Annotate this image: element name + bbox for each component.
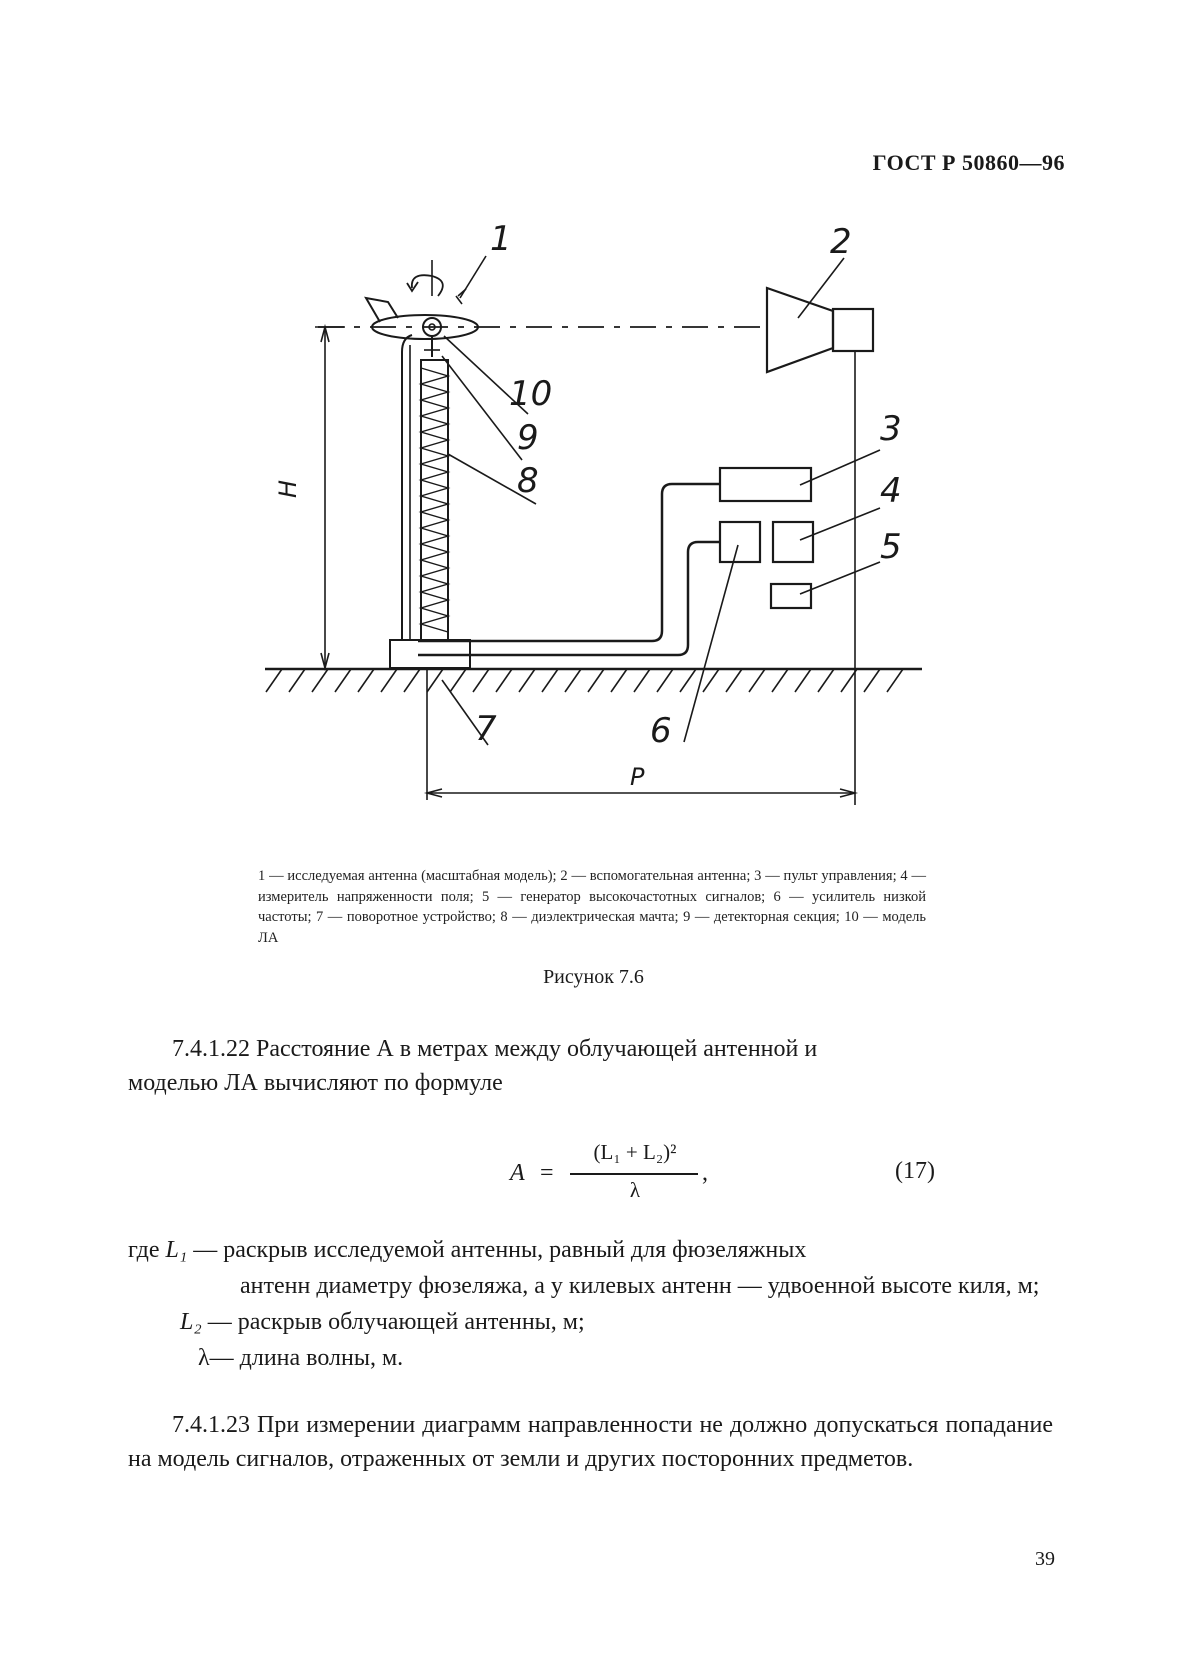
cable-to-amplifier (418, 542, 720, 655)
fig-label-7: 7 (475, 709, 497, 749)
section-7-4-1-23 (128, 1408, 1053, 1476)
fig-label-3: 3 (880, 409, 902, 449)
mast-zigzag (421, 368, 448, 632)
amplifier-box (720, 522, 760, 562)
definition-l1-continuation: антенн диаметру фюзеляжа, а у килевых антенн — удвоенной высоте киля, м; (240, 1273, 1040, 1299)
definition-lambda-text: — длина волны, м. (209, 1345, 404, 1371)
definition-lambda (128, 1340, 1053, 1376)
fig-label-2: 2 (830, 222, 852, 262)
antenna-test-diagram (0, 0, 1187, 830)
section-7-4-1-22 (128, 1032, 1053, 1100)
symbol-lambda: λ (198, 1345, 210, 1371)
control-panel-box (720, 468, 811, 501)
leader-6 (684, 545, 738, 742)
fig-label-8: 8 (517, 461, 539, 501)
formula-numerator: (L₁ + L₂)² (593, 1140, 677, 1164)
leader-5 (800, 562, 880, 594)
section-7-4-1-22-line-2: моделью ЛА вычисляют по формуле (128, 1070, 503, 1096)
section-7-4-1-22-line-1: 7.4.1.22 Расстояние А в метрах между облучающей антенной и (172, 1036, 818, 1062)
page-number: 39 (1035, 1548, 1055, 1570)
formula-17 (510, 1140, 750, 1210)
definition-l2-text: — раскрыв облучающей антенны, м; (201, 1309, 585, 1335)
field-meter-box (773, 522, 813, 562)
equation-number: (17) (895, 1158, 935, 1184)
standard-header: ГОСТ Р 50860—96 (872, 150, 1065, 175)
formula-lhs: A (510, 1160, 525, 1186)
definition-l2 (128, 1304, 1053, 1340)
fig-label-1: 1 (490, 219, 512, 259)
fig-label-9: 9 (517, 418, 539, 458)
symbol-l2: L₂ (180, 1309, 202, 1335)
fig-label-10: 10 (509, 374, 553, 414)
symbol-l1: L₁ (165, 1237, 188, 1263)
figure-title: Рисунок 7.6 (543, 966, 644, 988)
definition-l1 (128, 1232, 1053, 1268)
formula-comma: , (702, 1160, 708, 1186)
section-7-4-1-23-text: 7.4.1.23 При измерении диаграмм направленности не должно допускаться попадание на модель сигналов, отраженных от земли и других посторонних предметов. (128, 1412, 1053, 1472)
fig-label-5: 5 (880, 527, 902, 567)
dim-p-label: P (630, 763, 645, 791)
formula-denominator: λ (629, 1178, 641, 1202)
formula-definitions (128, 1232, 1053, 1376)
dim-h-label: H (274, 479, 302, 498)
leader-1 (460, 256, 486, 298)
figure-caption: 1 — исследуемая антенна (масштабная модель); 2 — вспомогательная антенна; 3 — пульт управления; 4 — измеритель напряженности поля; 5 — генератор высокочастотных сигналов; 6 — усилитель низкой частоты; 7 — поворотное устройство; 8 — диэлектрическая мачта; 9 — детекторная секция; 10 — модель ЛА (258, 868, 926, 946)
aircraft-tail (366, 298, 398, 322)
definition-l1-text: — раскрыв исследуемой антенны, равный для фюзеляжных (187, 1237, 807, 1263)
where-word: где (128, 1237, 160, 1263)
ground-hatching (266, 669, 903, 692)
horn-antenna (767, 288, 833, 372)
formula-eq: = (540, 1160, 554, 1186)
cable-to-panel (418, 484, 720, 641)
generator-box (771, 584, 811, 608)
fraction-bar (570, 1173, 698, 1175)
horn-waveguide (833, 309, 873, 351)
fig-label-6: 6 (650, 711, 672, 751)
fig-label-4: 4 (880, 471, 902, 511)
